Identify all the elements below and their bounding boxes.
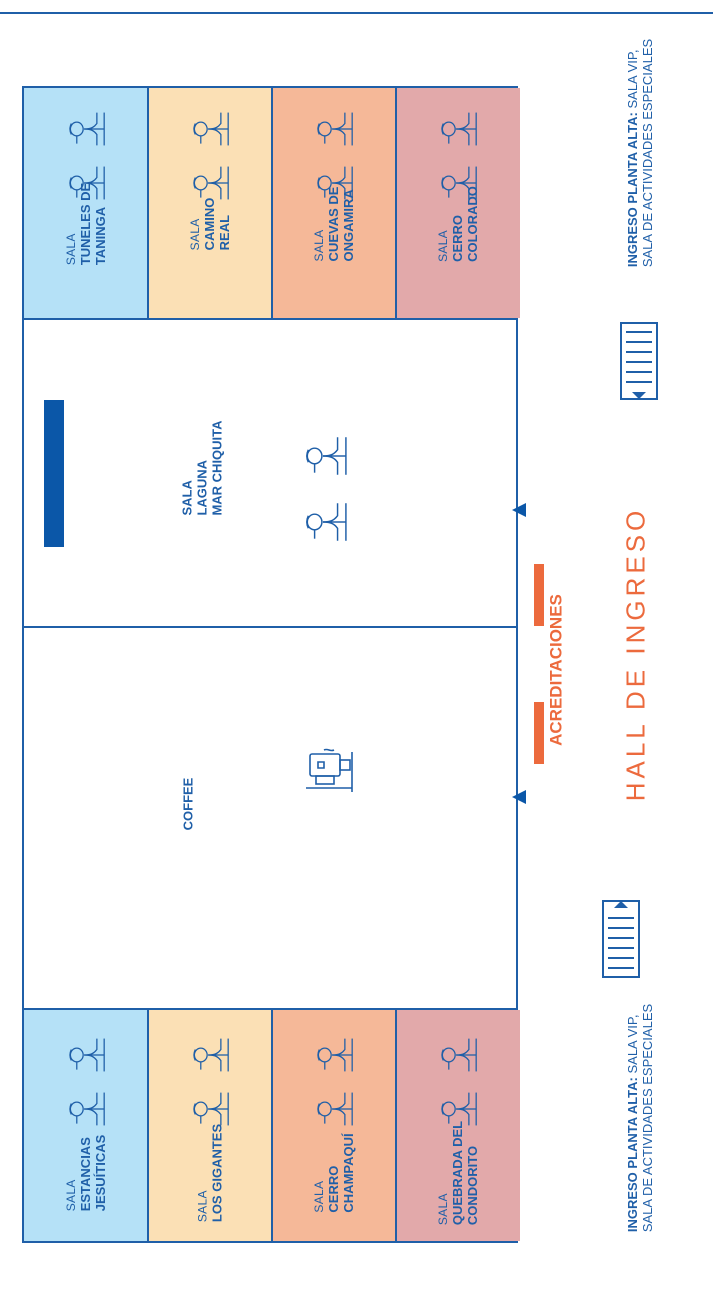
wall (147, 1010, 149, 1241)
wall (24, 318, 516, 320)
person-icon (188, 1036, 230, 1074)
wall (147, 88, 149, 318)
top-divider (0, 12, 713, 14)
person-icon (64, 164, 106, 202)
room-label: SALA ESTANCIAS JESUÍTICAS (64, 1134, 108, 1212)
person-icon (436, 164, 478, 202)
floor-plan (22, 86, 518, 1243)
stairs-icon[interactable] (602, 900, 640, 978)
person-icon (312, 1090, 354, 1128)
wall (24, 1008, 516, 1010)
person-icon (436, 1036, 478, 1074)
person-icon (188, 1090, 230, 1128)
person-icon (188, 110, 230, 148)
room-label: SALA CUEVAS DE ONGAMIRA (312, 186, 356, 262)
accreditation-bar-bottom (534, 702, 544, 764)
room-label: SALA CAMINO REAL (188, 197, 232, 251)
room-label: SALA LOS GIGANTES (195, 1123, 225, 1223)
person-icon (64, 1036, 106, 1074)
coffee-label: COFFEE (180, 777, 196, 831)
person-icon (436, 1090, 478, 1128)
person-icon (300, 434, 348, 478)
room-label: SALA TUNELES DE TANINGA (64, 182, 108, 266)
screen-bar (44, 400, 64, 547)
stairs-icon[interactable] (620, 322, 658, 400)
entrance-note-top: INGRESO PLANTA ALTA: SALA VIP, SALA DE ACTIVIDADES ESPECIALES (625, 38, 655, 268)
hall-label: HALL DE INGRESO (620, 506, 651, 802)
person-icon (312, 164, 354, 202)
accreditation-label: ACREDITACIONES (546, 594, 566, 746)
room-label: SALA CERRO CHAMPAQUÍ (312, 1133, 356, 1213)
accreditation-bar-top (534, 564, 544, 626)
wall (395, 88, 397, 318)
coffee-machine-icon (302, 748, 362, 796)
person-icon (312, 1036, 354, 1074)
wall (24, 626, 516, 628)
triangle-arrow-icon (512, 503, 526, 517)
person-icon (64, 1090, 106, 1128)
person-icon (64, 110, 106, 148)
person-icon (436, 110, 478, 148)
person-icon (300, 500, 348, 544)
room-label: SALA QUEBRADA DEL CONDORITO (436, 1120, 480, 1226)
person-icon (188, 164, 230, 202)
wall (271, 1010, 273, 1241)
wall (395, 1010, 397, 1241)
room-label-laguna-mar-chiquita: SALA LAGUNA MAR CHIQUITA (179, 420, 225, 516)
room-label: SALA CERRO COLORADO (436, 186, 480, 262)
triangle-arrow-icon (512, 790, 526, 804)
wall (271, 88, 273, 318)
person-icon (312, 110, 354, 148)
entrance-note-bottom: INGRESO PLANTA ALTA: SALA VIP, SALA DE ACTIVIDADES ESPECIALES (625, 1003, 655, 1233)
